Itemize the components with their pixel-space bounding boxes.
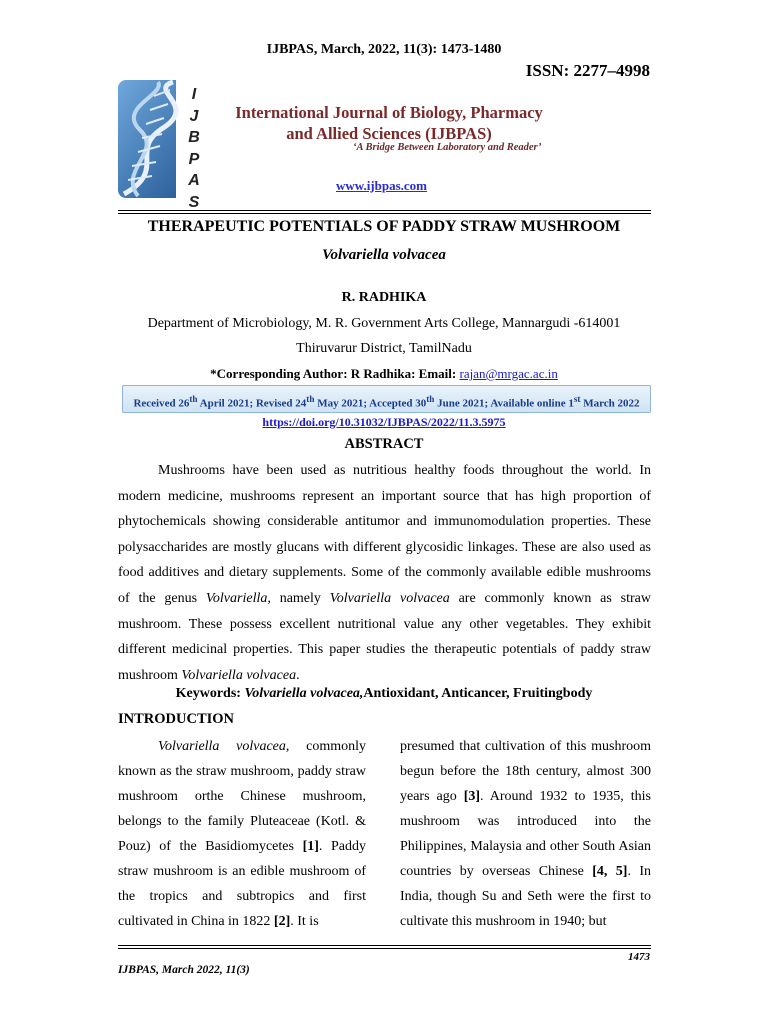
- citation-ref[interactable]: [3]: [463, 789, 481, 804]
- intro-text: . In India, though Su and Seth were the first to cultivate this mushroom in 1940; but: [400, 864, 652, 929]
- affiliation-line: Department of Microbiology, M. R. Government Arts College, Mannargudi -614001: [147, 316, 621, 331]
- ijbpas-logo: [118, 80, 214, 211]
- dates-text: April 2021; Revised 24: [197, 397, 307, 410]
- dates-text: March 2022: [580, 397, 640, 410]
- keywords-line: [0, 686, 768, 702]
- abstract-species: Volvariella volvacea: [181, 667, 297, 683]
- paper-subtitle: Volvariella volvacea: [322, 247, 446, 263]
- article-dates-box: [122, 385, 651, 413]
- dates-text: Received 26: [133, 397, 190, 410]
- introduction-heading: INTRODUCTION: [118, 711, 235, 727]
- corresponding-author: [0, 366, 768, 382]
- logo-letter: I: [191, 86, 197, 103]
- logo-letter: P: [188, 150, 200, 168]
- logo-letter: B: [188, 129, 200, 146]
- footer-divider: [118, 948, 651, 949]
- intro-text: . Paddy straw mushroom is an edible mushroom of the tropics and subtropics and first cultivated in China in 1822: [118, 839, 367, 929]
- abstract-species: Volvariella volvacea: [329, 590, 450, 606]
- dates-sup: st: [573, 394, 581, 404]
- keywords-term: Volvariella volvacea,: [244, 686, 364, 701]
- citation-ref[interactable]: [4, 5]: [592, 864, 628, 879]
- citation-ref[interactable]: [2]: [273, 914, 291, 929]
- abstract-text: are commonly known as straw mushroom. These possess excellent nutritional value any other vegetables. They exhibit different medicinal properties. This paper studies the therapeutic potentials of paddy straw mushroom: [118, 590, 651, 683]
- intro-text: . Around 1932 to 1935, this mushroom was introduced into the Philippines, Malaysia and other South Asian countries by overseas Chinese: [400, 789, 651, 879]
- intro-column-left: [118, 734, 366, 934]
- header-divider: [118, 210, 651, 211]
- dates-text: May 2021; Accepted 30: [314, 397, 427, 410]
- dates-sup: th: [189, 394, 198, 404]
- corresponding-email-link[interactable]: rajan@mrgac.ac.in: [459, 366, 558, 381]
- journal-tagline: ‘A Bridge Between Laboratory and Reader’: [353, 142, 542, 153]
- journal-reference: IJBPAS, March, 2022, 11(3): 1473-1480: [266, 42, 502, 57]
- keywords-rest: Antioxidant, Anticancer, Fruitingbody: [363, 686, 593, 701]
- author-name: R. RADHIKA: [341, 290, 427, 305]
- dates-sup: th: [306, 394, 315, 404]
- intro-text: , commonly known as the straw mushroom, paddy straw mushroom orthe Chinese mushroom, belongs to the family Pluteaceae (Kotl. & Pouz) of the Basidiomycetes: [118, 739, 366, 854]
- logo-letter: S: [188, 193, 200, 211]
- keywords-label: Keywords:: [175, 686, 245, 701]
- corresponding-label: *Corresponding Author: R Radhika: Email:: [210, 366, 460, 381]
- intro-text: . It is: [290, 914, 319, 929]
- abstract-paragraph: [118, 458, 651, 688]
- doi-link[interactable]: https://doi.org/10.31032/IJBPAS/2022/11.3.5975: [262, 415, 506, 429]
- footer-divider: [118, 945, 651, 946]
- intro-species: Volvariella volvacea: [158, 739, 286, 754]
- abstract-text: Mushrooms have been used as nutritious healthy foods throughout the world. In modern medicine, mushrooms represent an important source that has high proportion of phytochemicals showing considerable antitumor and immunomodulation properties. These polysaccharides are mostly glucans with different glycosidic linkages. These are also used as food additives and dietary supplements. Some of the commonly available edible mushrooms of the genus: [118, 463, 651, 606]
- page-number: 1473: [628, 951, 650, 963]
- journal-website-link[interactable]: www.ijbpas.com: [336, 178, 428, 193]
- journal-title-line: and Allied Sciences (IJBPAS): [286, 124, 492, 143]
- affiliation-line: Thiruvarur District, TamilNadu: [296, 341, 472, 356]
- journal-title-line: International Journal of Biology, Pharmacy: [235, 103, 543, 122]
- logo-letter: J: [189, 107, 199, 125]
- footer-journal-reference: IJBPAS, March 2022, 11(3): [118, 964, 250, 976]
- header-divider: [118, 213, 651, 214]
- journal-title: [218, 102, 560, 144]
- abstract-text: .: [296, 667, 300, 683]
- issn-number: ISSN: 2277–4998: [525, 61, 650, 80]
- paper-title: THERAPEUTIC POTENTIALS OF PADDY STRAW MUSHROOM: [147, 218, 621, 235]
- logo-letters: [180, 84, 208, 213]
- journal-banner: [118, 80, 563, 211]
- logo-letter: A: [188, 172, 200, 189]
- abstract-genus: Volvariella,: [205, 590, 271, 606]
- citation-ref[interactable]: [1]: [302, 839, 319, 854]
- intro-column-right: [400, 734, 651, 934]
- dates-sup: th: [426, 394, 435, 404]
- intro-text: presumed that cultivation of this mushroom begun before the 18th century, almost 300 years ago: [400, 739, 651, 804]
- dates-text: June 2021; Available online 1: [434, 397, 574, 410]
- abstract-heading: ABSTRACT: [344, 436, 424, 452]
- abstract-text: namely: [270, 590, 330, 606]
